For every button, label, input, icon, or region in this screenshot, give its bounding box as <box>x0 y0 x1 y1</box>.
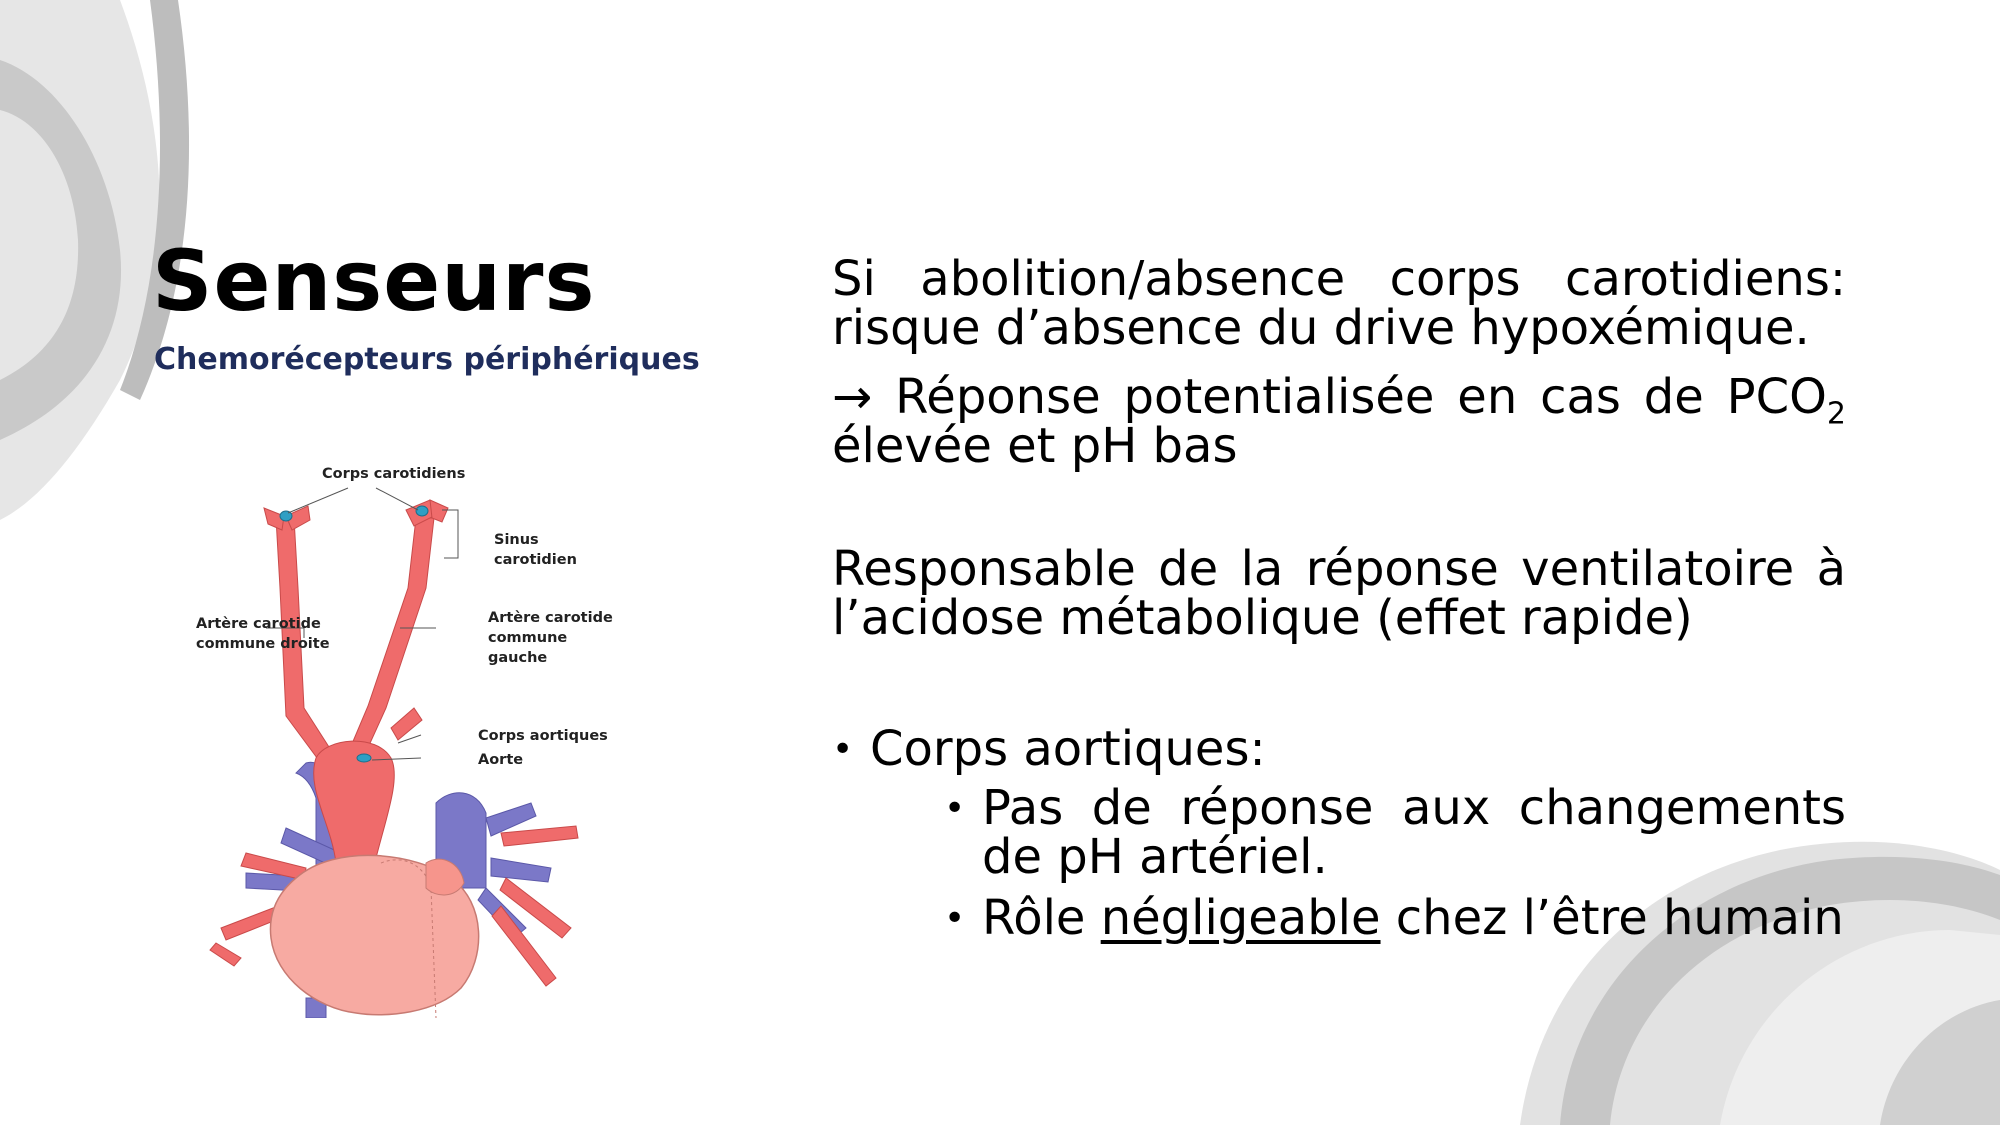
sub-bullet-role: • Rôle négligeable chez l’être humain <box>944 894 1846 943</box>
label-artere-carotide-droite: Artère carotide commune droite <box>196 616 330 652</box>
label-corps-carotidiens: Corps carotidiens <box>322 466 466 482</box>
label-sinus-carotidien: Sinus carotidien <box>494 532 577 568</box>
sub-bullet-ph: • Pas de réponse aux changements de pH artériel. <box>944 784 1846 882</box>
label-aorte: Aorte <box>478 752 524 768</box>
slide-subtitle: Chemorécepteurs périphériques <box>154 342 700 377</box>
paragraph-abolition: Si abolition/absence corps carotidiens: risque d’absence du drive hypoxémique. <box>832 251 1846 356</box>
arrow-icon: → <box>832 369 873 425</box>
paragraph-acidose: Responsable de la réponse ventilatoire à l’acidose métabolique (effet rapide) <box>832 541 1846 646</box>
bullet-corps-aortiques: • Corps aortiques: <box>832 725 1846 774</box>
label-corps-aortiques: Corps aortiques <box>478 728 608 744</box>
label-artere-carotide-gauche: Artère carotide commune gauche <box>488 610 613 666</box>
slide-body <box>832 251 1846 955</box>
paragraph-reponse-potentialisee: → Réponse potentialisée en cas de $PCO_2$ élevée et pH bas <box>832 369 1846 474</box>
sub-bullet-list <box>944 780 1846 946</box>
anatomy-figure <box>186 458 616 1018</box>
slide-title: Senseurs <box>152 232 596 330</box>
